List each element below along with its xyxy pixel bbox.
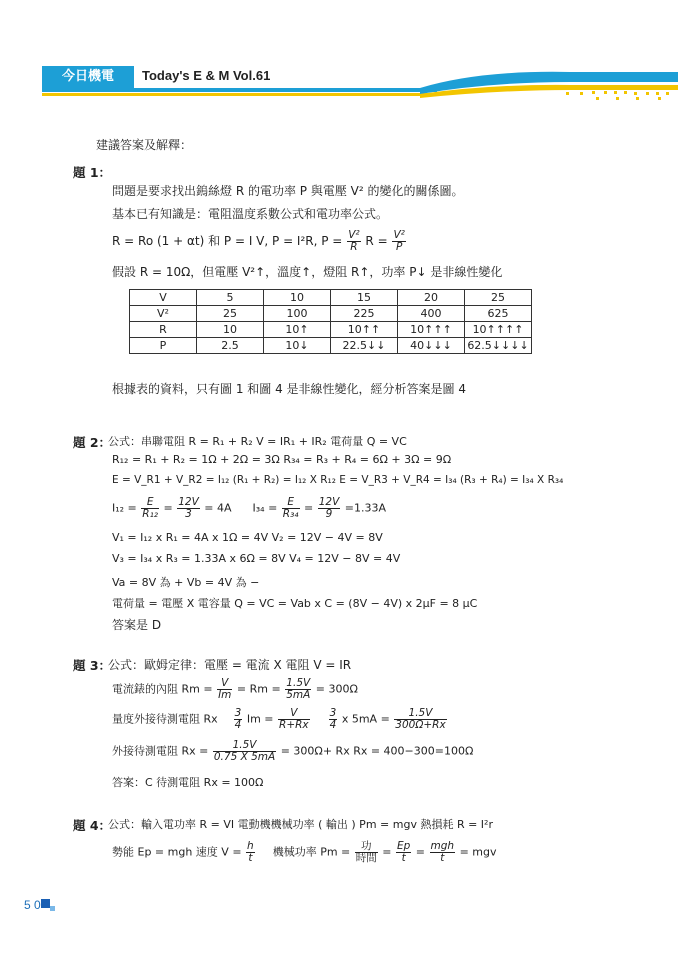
q3-l2b: = Rm = <box>236 682 281 696</box>
q2-label: 題 2： <box>73 435 112 450</box>
frac-den: t <box>440 852 445 864</box>
frac-num: 1.5V <box>213 740 276 752</box>
q2-line3: E = V_R1 + V_R2 = I₁₂ (R₁ + R₂) = I₁₂ X R₁₂ E = V_R3 + V_R4 = I₃₄ (R₃ + R₄) = I₃₄ X R₃₄ <box>112 474 564 486</box>
equals: = <box>415 845 426 859</box>
frac-den: 0.75 X 5mA <box>213 751 276 763</box>
frac-num: 3 <box>234 707 242 719</box>
q2-i12-result: = 4A <box>204 501 232 515</box>
frac-den: 時間 <box>355 852 377 864</box>
q1-data-table <box>129 289 532 354</box>
table-row <box>130 290 532 306</box>
frac-den: R₃₄ <box>282 508 299 520</box>
table-cell: 10↑ <box>264 322 331 338</box>
page-marker-square <box>41 899 50 908</box>
table-cell: 10↑↑↑↑ <box>465 322 532 338</box>
table-cell: 15 <box>331 290 398 306</box>
q1-line2: 基本已有知識是：電阻溫度系數公式和電功率公式。 <box>112 207 389 221</box>
frac-num: V² <box>393 229 405 241</box>
q2-line5: V₁ = I₁₂ x R₁ = 4A x 1Ω = 4V V₂ = 12V − 4V = 8V <box>112 531 383 544</box>
table-cell: P <box>130 338 197 354</box>
frac-den: t <box>401 852 406 864</box>
q4-l2b: 機械功率 Pm = <box>272 845 351 859</box>
table-cell: R <box>130 322 197 338</box>
table-cell: 10 <box>197 322 264 338</box>
q3-frac-15v-5ma <box>285 678 311 701</box>
magazine-issue: Today's E & M Vol.61 <box>142 68 271 83</box>
table-cell: 100 <box>264 306 331 322</box>
table-cell: 25 <box>465 290 532 306</box>
table-cell: V <box>130 290 197 306</box>
q2-line8: 電荷量 = 電壓 X 電容量 Q = VC = Vab x C = (8V − 4V) x 2μF = 8 μC <box>112 597 478 610</box>
frac-den: 4 <box>329 719 337 731</box>
q3-label: 題 3： <box>73 658 112 673</box>
q4-formula <box>112 841 497 864</box>
header-rule-yellow <box>42 93 437 96</box>
table-cell: 5 <box>197 290 264 306</box>
q2-line6: V₃ = I₃₄ x R₃ = 1.33A x 6Ω = 8V V₄ = 12V − 8V = 4V <box>112 552 401 565</box>
table-cell: 40↓↓↓ <box>398 338 465 354</box>
q3-frac-3-4b <box>329 708 338 731</box>
table-cell: 10↑↑↑ <box>398 322 465 338</box>
frac-den: t <box>248 852 253 864</box>
frac-num: E <box>282 497 300 509</box>
q3-frac-15v-300 <box>394 708 446 731</box>
q3-l3a: 量度外接待測電阻 Rx <box>112 712 218 726</box>
page-marker-small-square <box>50 906 55 911</box>
q2-i34-label: I₃₄ = <box>252 501 278 515</box>
table-cell: 625 <box>465 306 532 322</box>
intro-heading: 建議答案及解釋： <box>96 138 193 152</box>
frac-den: 5mA <box>286 689 311 701</box>
table-row <box>130 338 532 354</box>
frac-num: V <box>217 678 232 690</box>
frac-num: V <box>278 708 310 720</box>
table-cell: 2.5 <box>197 338 264 354</box>
q2-frac-12v-9 <box>318 497 341 520</box>
q3-l4a: 外接待測電阻 Rx = <box>112 744 209 758</box>
table-cell: 400 <box>398 306 465 322</box>
frac-den: 300Ω+Rx <box>395 719 446 731</box>
frac-num: E <box>141 497 159 509</box>
q1-label: 題 1： <box>73 165 112 180</box>
q2-frac-12v-3 <box>177 497 200 520</box>
q4-frac-mgh-t <box>430 841 456 864</box>
frac-den: R <box>350 241 358 253</box>
q3-l2c: = 300Ω <box>315 682 358 696</box>
q3-l2a: 電流錶的內阻 Rm = <box>112 682 213 696</box>
section-tag: 今日機電 <box>42 66 134 88</box>
frac-num: 12V <box>318 496 340 508</box>
q2-line7: Va = 8V 為 + Vb = 4V 為 − <box>112 576 260 589</box>
equals: = <box>382 845 392 859</box>
header-rule-blue <box>42 88 437 92</box>
header-swoosh-graphic <box>420 64 678 104</box>
q4-frac-h-t <box>246 841 255 864</box>
table-cell: 10↑↑ <box>331 322 398 338</box>
frac-den: 3 <box>185 508 192 520</box>
q3-l4b: = 300Ω+ Rx Rx = 400−300=100Ω <box>280 744 474 758</box>
table-cell: 62.5↓↓↓↓ <box>465 338 532 354</box>
q3-l3c: x 5mA = <box>341 712 390 726</box>
page-number: 5 0 <box>24 898 41 912</box>
frac-num: Ep <box>396 840 411 852</box>
table-cell: V² <box>130 306 197 322</box>
frac-num: 12V <box>178 496 199 508</box>
table-cell: 225 <box>331 306 398 322</box>
table-cell: 10 <box>264 290 331 306</box>
q2-answer: 答案是 D <box>112 618 162 632</box>
q1-conclusion: 根據表的資料，只有圖 1 和圖 4 是非線性變化，經分析答案是圖 4 <box>112 382 466 396</box>
q4-frac-ep-t <box>396 841 411 864</box>
q3-measure-rx <box>112 708 448 731</box>
q3-line1: 公式：歐姆定律：電壓 = 電流 X 電阻 V = IR <box>108 658 352 672</box>
q3-frac-v-im <box>217 678 232 701</box>
q1-formula <box>112 230 407 253</box>
q3-external-rx <box>112 740 473 763</box>
equals: = <box>163 501 173 515</box>
q3-answer: 答案：C 待測電阻 Rx = 100Ω <box>112 776 264 789</box>
table-cell: 22.5↓↓ <box>331 338 398 354</box>
q3-frac-3-4 <box>234 708 243 731</box>
q2-frac-e-r12 <box>141 497 159 520</box>
q2-frac-e-r34 <box>282 497 300 520</box>
frac-num: V² <box>348 229 360 241</box>
frac-num: 1.5V <box>394 708 446 720</box>
frac-den: R₁₂ <box>142 508 158 520</box>
table-row <box>130 322 532 338</box>
table-cell: 25 <box>197 306 264 322</box>
q3-frac-15v-075 <box>213 740 276 763</box>
frac-den: 9 <box>325 508 333 520</box>
q2-current-formulas <box>112 497 386 520</box>
q4-line1: 公式：輸入電功率 R = VI 電動機機械功率 ( 輸出 ) Pm = mgv 熱損耗 R = I²r <box>108 818 493 831</box>
frac-num: 1.5V <box>286 677 311 689</box>
q2-line1: 公式：串聯電阻 R = R₁ + R₂ V = IR₁ + IR₂ 電荷量 Q = VC <box>108 435 407 448</box>
q4-l2a: 勢能 Ep = mgh 速度 V = <box>112 845 242 859</box>
q4-frac-work-time <box>355 841 378 864</box>
q1-frac-v2-p <box>392 230 405 253</box>
frac-den: 4 <box>234 719 242 731</box>
q2-line2: R₁₂ = R₁ + R₂ = 1Ω + 2Ω = 3Ω R₃₄ = R₃ + R₄ = 6Ω + 3Ω = 9Ω <box>112 453 452 466</box>
q4-label: 題 4： <box>73 818 112 833</box>
q3-l3b: Im = <box>246 712 274 726</box>
q1-line1: 問題是要求找出鎢絲燈 R 的電功率 P 與電壓 V² 的變化的關係圖。 <box>112 184 464 198</box>
frac-num: 功 <box>355 841 378 853</box>
q3-frac-v-rrx <box>278 708 310 731</box>
q1-formula-mid: R = <box>365 234 388 248</box>
q2-i34-result: =1.33A <box>344 501 387 515</box>
q2-i12-label: I₁₂ = <box>112 501 137 515</box>
q3-meter-resistance <box>112 678 358 701</box>
table-cell: 20 <box>398 290 465 306</box>
q1-frac-v2-r <box>347 230 360 253</box>
q4-l2c: = mgv <box>459 845 497 859</box>
table-cell: 10↓ <box>264 338 331 354</box>
frac-num: h <box>247 840 254 852</box>
table-row <box>130 306 532 322</box>
frac-num: 3 <box>329 707 337 719</box>
frac-num: mgh <box>430 840 455 852</box>
q1-formula-text: R = Ro (1 + αt) 和 P = I V, P = I²R, P = <box>112 234 343 248</box>
frac-den: R+Rx <box>279 719 309 731</box>
frac-den: P <box>396 241 403 253</box>
frac-den: Im <box>218 689 232 701</box>
q1-line3: 假設 R = 10Ω，但電壓 V²↑，溫度↑，燈阻 R↑，功率 P↓ 是非線性變化 <box>112 265 503 279</box>
equals: = <box>304 501 314 515</box>
